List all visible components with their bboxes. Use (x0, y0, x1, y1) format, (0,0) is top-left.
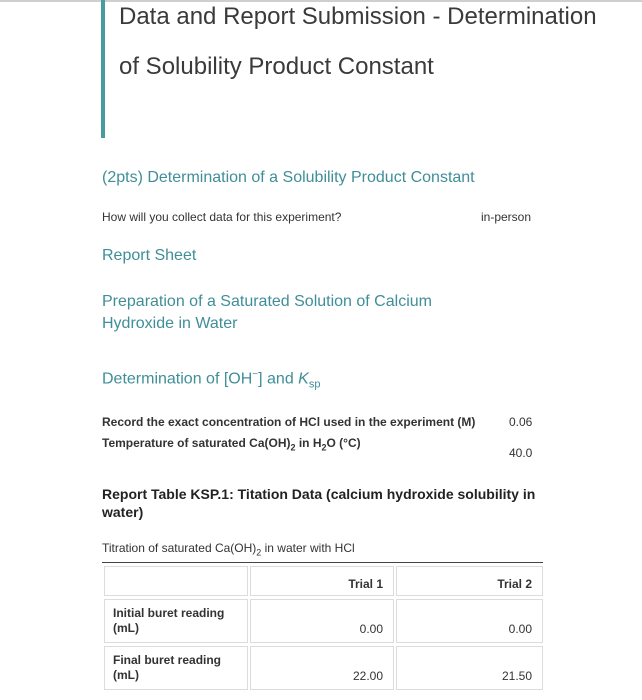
table-row-label: Initial buret reading (mL) (104, 599, 248, 643)
title-block (101, 0, 605, 138)
table-header-trial-1: Trial 1 (250, 566, 394, 596)
page-title: Data and Report Submission - Determination of Solubility Product Constant (119, 3, 597, 80)
table-cell-final-trial-2[interactable]: 21.50 (396, 646, 543, 690)
report-table-title: Report Table KSP.1: Titation Data (calcium hydroxide solubility in water) (102, 486, 536, 520)
temperature-label: Temperature of saturated $Ca(OH)_2$ in $H_2O$ (°C) (102, 436, 361, 453)
hcl-concentration-label: Record the exact concentration of HCl used in the experiment (M) (102, 415, 476, 429)
preparation-heading: Preparation of a Saturated Solution of Calcium Hydroxide in Water (102, 293, 432, 332)
temperature-value[interactable]: 40.0 (509, 446, 533, 460)
table-header-trial-2: Trial 2 (396, 566, 543, 596)
table-cell-initial-trial-1[interactable]: 0.00 (250, 599, 394, 643)
table-header-blank (104, 566, 248, 596)
table-row-label: Final buret reading (mL) (104, 646, 248, 690)
determination-heading: Determination of [OH−] and $K_{sp}$ (102, 369, 321, 391)
hcl-concentration-value[interactable]: 0.06 (509, 415, 533, 429)
table-cell-final-trial-1[interactable]: 22.00 (250, 646, 394, 690)
collect-question-label: How will you collect data for this experiment? (102, 210, 342, 224)
table-cell-initial-trial-2[interactable]: 0.00 (396, 599, 543, 643)
table-top-rule (102, 562, 543, 563)
table-caption: Titration of saturated $Ca(OH)_2$ in water with HCl (102, 541, 355, 558)
collect-method-value[interactable]: in-person (481, 210, 532, 224)
report-sheet-heading: Report Sheet (102, 247, 197, 264)
assignment-heading: (2pts) Determination of a Solubility Product Constant (102, 169, 475, 186)
